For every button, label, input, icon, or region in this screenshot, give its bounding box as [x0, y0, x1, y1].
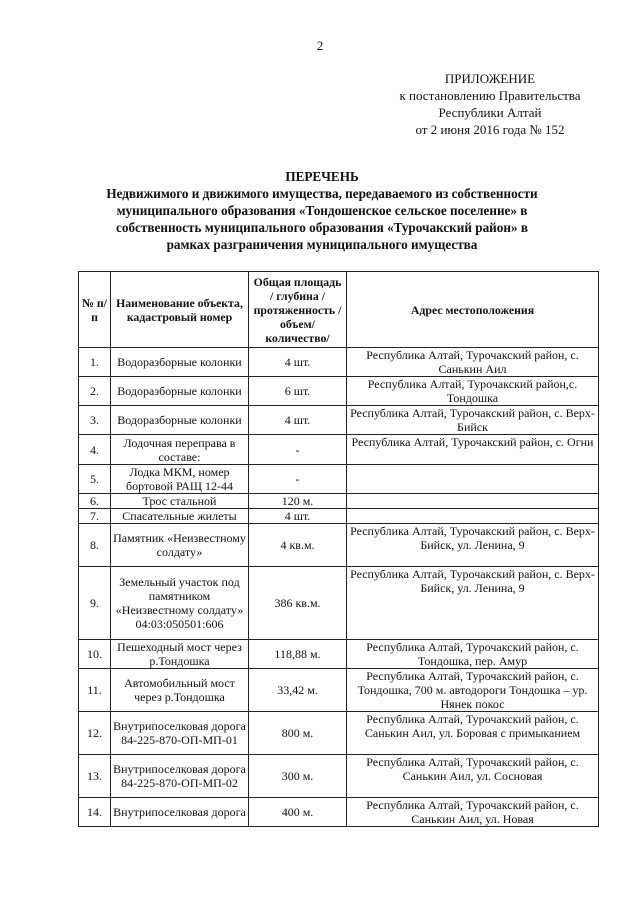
address-cell: Республика Алтай, Турочакский район, с. Санькин Аил, ул. Боровая с примыканием: [347, 712, 599, 755]
header-name: Наименование объекта, кадастровый номер: [111, 272, 249, 348]
area-cell: 120 м.: [249, 494, 347, 509]
object-name-cell: Пешеходный мост через р.Тондошка: [111, 640, 249, 669]
table-row: [79, 567, 599, 640]
row-number-cell: 13.: [79, 755, 111, 798]
area-cell: 300 м.: [249, 755, 347, 798]
title-line-1: Недвижимого и движимого имущества, передаваемого из собственности: [106, 186, 538, 201]
area-cell: 4 шт.: [249, 406, 347, 435]
address-cell: Республика Алтай, Турочакский район, с. Огни: [347, 435, 599, 465]
area-cell: 4 шт.: [249, 509, 347, 524]
row-number-cell: 7.: [79, 509, 111, 524]
area-cell: 400 м.: [249, 798, 347, 827]
row-number-cell: 10.: [79, 640, 111, 669]
appendix-date: от 2 июня 2016 года № 152: [415, 122, 565, 137]
object-name-cell: Лодка МКМ, номер бортовой РАЩ 12-44: [111, 465, 249, 494]
header-area: Общая площадь / глубина / протяженность / объем/ количество/: [249, 272, 347, 348]
area-cell: 4 кв.м.: [249, 524, 347, 567]
table-body: [79, 348, 599, 827]
table-row: [79, 377, 599, 406]
row-number-cell: 4.: [79, 435, 111, 465]
address-cell: Республика Алтай, Турочакский район, с. Верх-Бийск: [347, 406, 599, 435]
row-number-cell: 9.: [79, 567, 111, 640]
row-number-cell: 1.: [79, 348, 111, 377]
object-name-cell: Внутрипоселковая дорога 84-225-870-ОП-МП-02: [111, 755, 249, 798]
object-name-cell: Автомобильный мост через р.Тондошка: [111, 669, 249, 712]
row-number-cell: 8.: [79, 524, 111, 567]
object-name-cell: Водоразборные колонки: [111, 377, 249, 406]
table-row: [79, 465, 599, 494]
object-name-cell: Лодочная переправа в составе:: [111, 435, 249, 465]
document-title: [72, 168, 572, 253]
area-cell: 118,88 м.: [249, 640, 347, 669]
address-cell: Республика Алтай, Турочакский район, с. Санькин Аил, ул. Сосновая: [347, 755, 599, 798]
address-cell: Республика Алтай, Турочакский район, с. Верх-Бийск, ул. Ленина, 9: [347, 524, 599, 567]
object-name-cell: Внутрипоселковая дорога 84-225-870-ОП-МП-01: [111, 712, 249, 755]
area-cell: 386 кв.м.: [249, 567, 347, 640]
object-name-cell: Внутрипоселковая дорога: [111, 798, 249, 827]
address-cell: [347, 509, 599, 524]
address-cell: Республика Алтай, Турочакский район, с. Тондошка, пер. Амур: [347, 640, 599, 669]
row-number-cell: 11.: [79, 669, 111, 712]
appendix-label: ПРИЛОЖЕНИЕ: [444, 71, 536, 86]
table-row: [79, 798, 599, 827]
address-cell: Республика Алтай, Турочакский район, с. Тондошка, 700 м. автодороги Тондошка – ур. Нянек покос: [347, 669, 599, 712]
object-name-cell: Земельный участок под памятником «Неизвестному солдату» 04:03:050501:606: [111, 567, 249, 640]
address-cell: Республика Алтай, Турочакский район,с. Тондошка: [347, 377, 599, 406]
address-cell: [347, 465, 599, 494]
object-name-cell: Водоразборные колонки: [111, 348, 249, 377]
title-line-2: муниципального образования «Тондошенское сельское поселение» в: [116, 203, 528, 218]
header-address: Адрес местоположения: [347, 272, 599, 348]
object-name-cell: Спасательные жилеты: [111, 509, 249, 524]
page-number: 2: [316, 38, 324, 53]
address-cell: Республика Алтай, Турочакский район, с. Верх-Бийск, ул. Ленина, 9: [347, 567, 599, 640]
table-row: [79, 435, 599, 465]
area-cell: -: [249, 435, 347, 465]
area-cell: 6 шт.: [249, 377, 347, 406]
area-cell: 800 м.: [249, 712, 347, 755]
area-cell: -: [249, 465, 347, 494]
address-cell: Республика Алтай, Турочакский район, с. Санькин Аил: [347, 348, 599, 377]
table-row: [79, 524, 599, 567]
appendix-republic: Республики Алтай: [438, 105, 542, 120]
address-cell: [347, 494, 599, 509]
table-row: [79, 640, 599, 669]
header-num: № п/п: [79, 272, 111, 348]
appendix-header: [350, 70, 630, 138]
object-name-cell: Трос стальной: [111, 494, 249, 509]
table-row: [79, 406, 599, 435]
title-heading: ПЕРЕЧЕНЬ: [285, 169, 359, 184]
table-row: [79, 669, 599, 712]
row-number-cell: 3.: [79, 406, 111, 435]
row-number-cell: 14.: [79, 798, 111, 827]
table-row: [79, 755, 599, 798]
table-row: [79, 348, 599, 377]
row-number-cell: 6.: [79, 494, 111, 509]
title-line-3: собственность муниципального образования «Турочакский район» в: [116, 220, 528, 235]
table-header-row: [79, 272, 599, 348]
row-number-cell: 2.: [79, 377, 111, 406]
appendix-resolution: к постановлению Правительства: [399, 88, 581, 103]
table-row: [79, 494, 599, 509]
row-number-cell: 12.: [79, 712, 111, 755]
area-cell: 4 шт.: [249, 348, 347, 377]
property-table: [78, 271, 599, 827]
object-name-cell: Водоразборные колонки: [111, 406, 249, 435]
area-cell: 33,42 м.: [249, 669, 347, 712]
table-row: [79, 712, 599, 755]
table-row: [79, 509, 599, 524]
title-line-4: рамках разграничения муниципального имущества: [166, 237, 478, 252]
object-name-cell: Памятник «Неизвестному солдату»: [111, 524, 249, 567]
row-number-cell: 5.: [79, 465, 111, 494]
address-cell: Республика Алтай, Турочакский район, с. Санькин Аил, ул. Новая: [347, 798, 599, 827]
